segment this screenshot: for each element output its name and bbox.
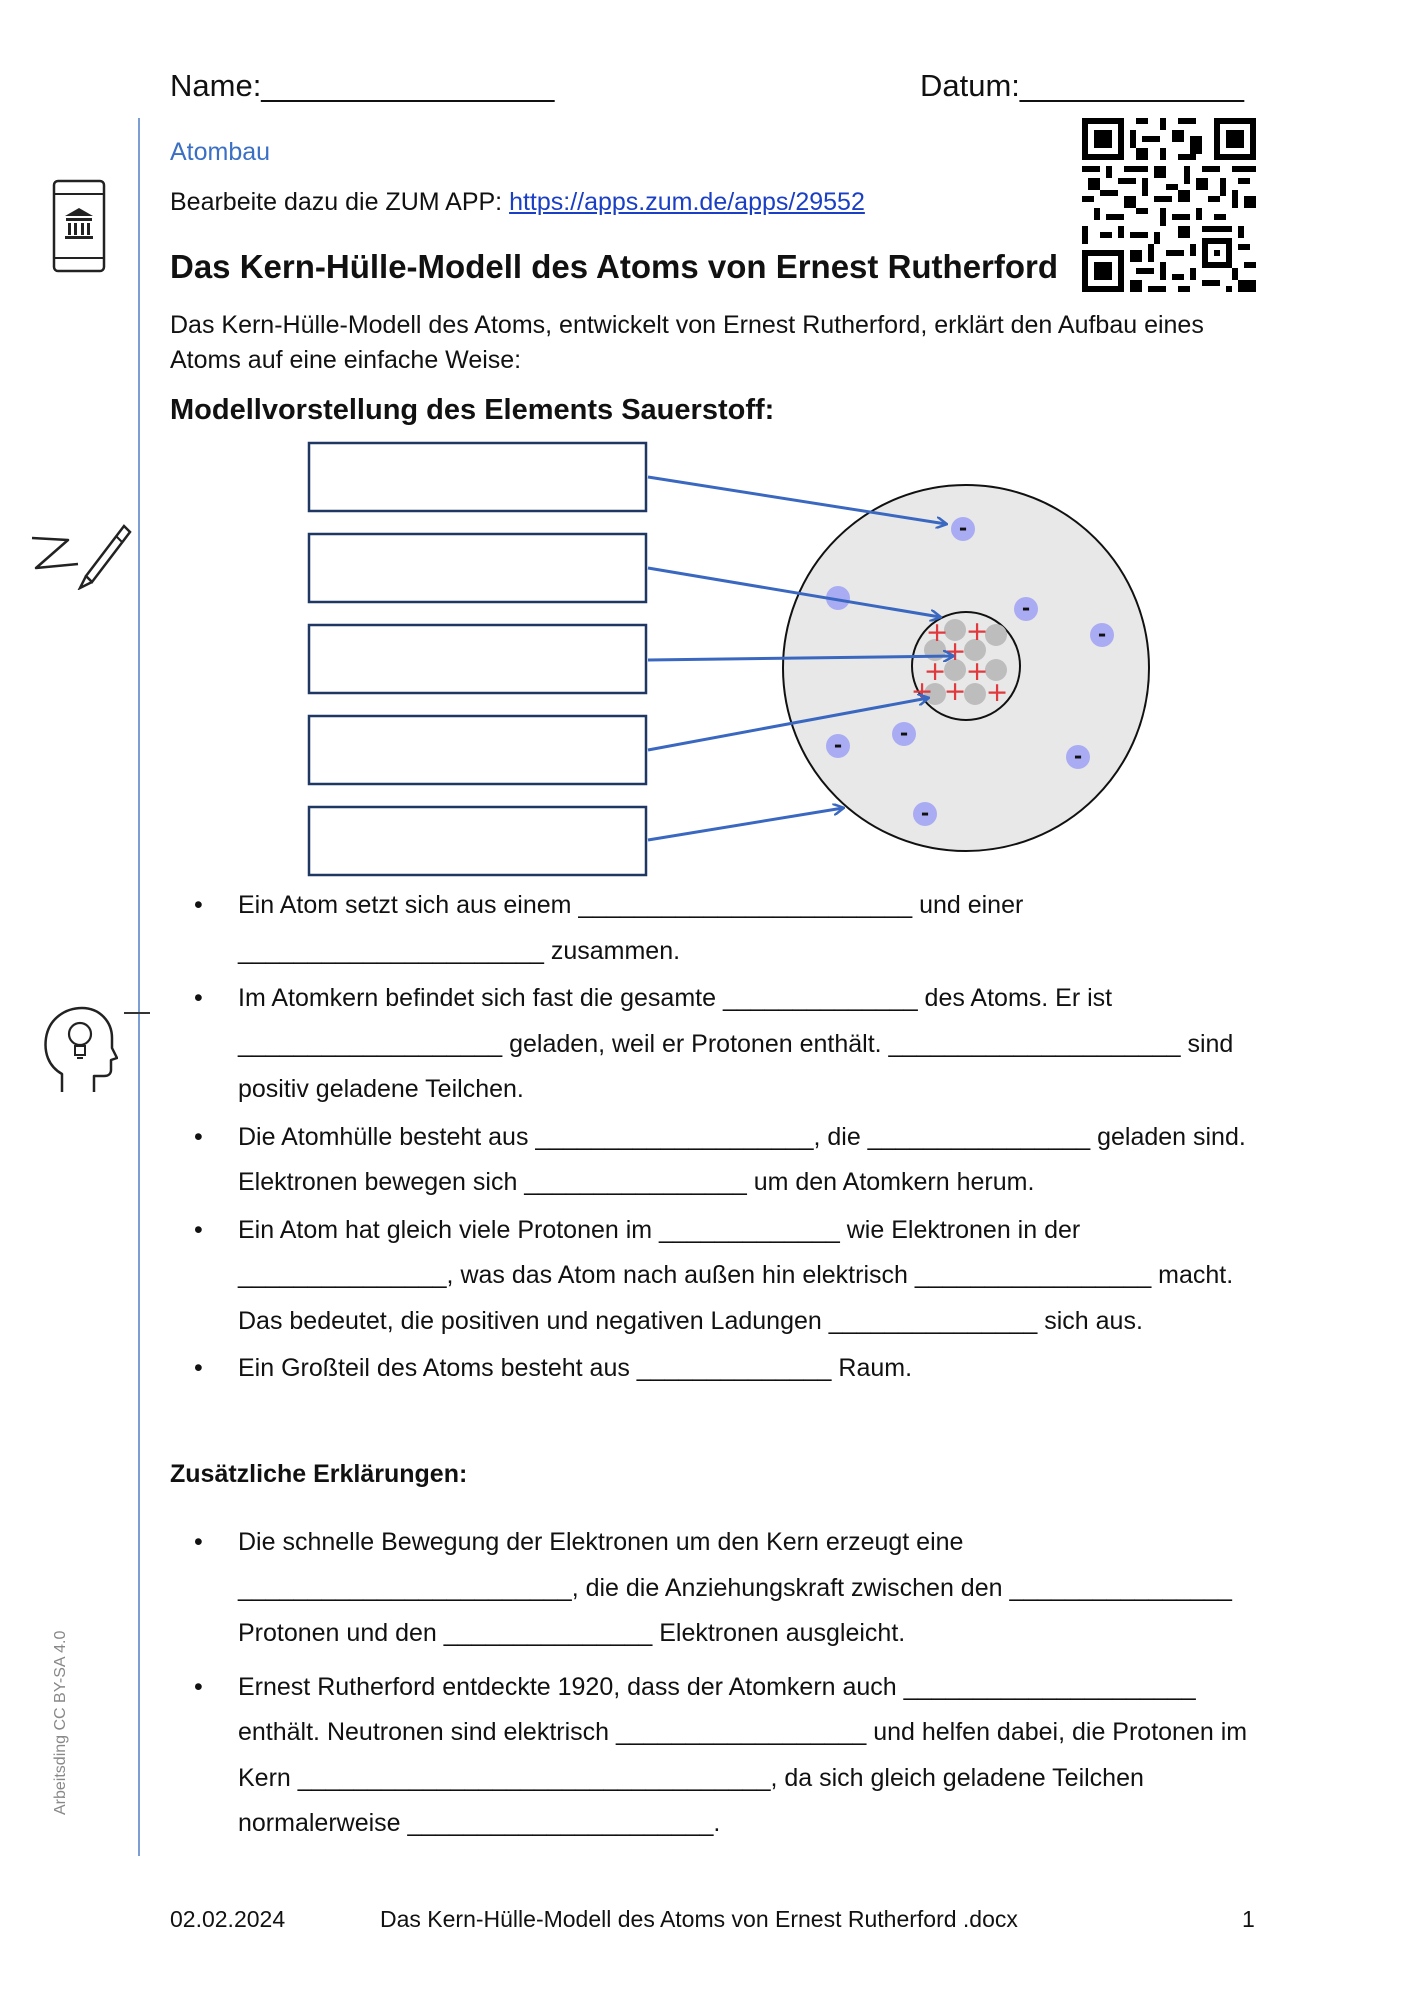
arrow-5 bbox=[648, 808, 843, 840]
proton-sign: + bbox=[985, 677, 1009, 708]
proton-sign: + bbox=[923, 656, 947, 687]
label-box-2[interactable] bbox=[309, 534, 646, 602]
model-heading: Modellvorstellung des Elements Sauerstoff: bbox=[170, 394, 775, 426]
mobile-app-icon bbox=[50, 178, 108, 274]
label-box-1[interactable] bbox=[309, 443, 646, 511]
cloze-item: • Ein Atom hat gleich viele Protonen im _____________ wie Elektronen in der _______________, was das Atom nach außen hin elektrisch _________________ macht. Das bedeutet, die positiven und negativen Ladungen _______________ sich aus. bbox=[170, 1208, 1250, 1345]
label-box-5[interactable] bbox=[309, 807, 646, 875]
label-boxes bbox=[309, 443, 646, 875]
electron-sign: - bbox=[920, 801, 930, 825]
cloze-item: • Ein Atom setzt sich aus einem ________________________ und einer ______________________ zusammen. bbox=[170, 883, 1250, 974]
cloze-item: • Im Atomkern befindet sich fast die gesamte ______________ des Atoms. Er ist ___________________ geladen, weil er Protonen enthält. _____________________ sind positiv geladene Teilchen. bbox=[170, 976, 1250, 1113]
margin-tick bbox=[124, 1012, 150, 1014]
electron-sign: - bbox=[958, 516, 968, 540]
page-title: Das Kern-Hülle-Modell des Atoms von Ernest Rutherford bbox=[170, 248, 1059, 285]
date-field-label: Datum:_____________ bbox=[920, 68, 1245, 103]
label-box-4[interactable] bbox=[309, 716, 646, 784]
footer-filename: Das Kern-Hülle-Modell des Atoms von Ernest Rutherford .docx bbox=[380, 1906, 1018, 1932]
electron-sign: - bbox=[1073, 744, 1083, 768]
electron-sign: - bbox=[1021, 596, 1031, 620]
proton-sign: + bbox=[925, 617, 949, 648]
cloze-item: • Die Atomhülle besteht aus ____________________, die ________________ geladen sind. Elektronen bewegen sich ________________ um den Atomkern herum. bbox=[170, 1115, 1250, 1206]
app-instruction bbox=[170, 188, 865, 217]
proton-sign: + bbox=[943, 676, 967, 707]
electron-sign: - bbox=[899, 721, 909, 745]
margin-line bbox=[138, 118, 140, 1856]
extra-item: • Die schnelle Bewegung der Elektronen um den Kern erzeugt eine ________________________, die die Anziehungskraft zwischen den ________________ Protonen und den _______________ Elektronen ausgleicht. bbox=[170, 1520, 1250, 1657]
name-field-label: Name:_________________ bbox=[170, 68, 555, 103]
proton-sign: + bbox=[910, 676, 934, 707]
topic-label: Atombau bbox=[170, 138, 271, 166]
electron-sign: - bbox=[833, 733, 843, 757]
extra-item: • Ernest Rutherford entdeckte 1920, dass der Atomkern auch _____________________ enthält. Neutronen sind elektrisch __________________ und helfen dabei, die Protonen im Kern __________________________________, da sich gleich geladene Teilchen normalerweise ______________________. bbox=[170, 1665, 1250, 1847]
extra-list bbox=[170, 1520, 1250, 1849]
proton-sign: + bbox=[965, 656, 989, 687]
atom-diagram bbox=[140, 435, 1160, 885]
electron-sign: - bbox=[1097, 622, 1107, 646]
writing-pen-icon bbox=[28, 518, 132, 590]
app-instruction-text: Bearbeite dazu die ZUM APP: bbox=[170, 188, 510, 216]
app-link[interactable]: https://apps.zum.de/apps/29552 bbox=[509, 188, 865, 216]
intro-text: Das Kern-Hülle-Modell des Atoms, entwickelt von Ernest Rutherford, erklärt den Aufbau eines Atoms auf eine einfache Weise: bbox=[170, 311, 1204, 374]
license-text: Arbeitsding CC BY-SA 4.0 bbox=[52, 1630, 69, 1815]
proton-sign: + bbox=[965, 616, 989, 647]
cloze-item: • Ein Großteil des Atoms besteht aus ______________ Raum. bbox=[170, 1346, 1250, 1392]
proton-sign: + bbox=[943, 636, 967, 667]
nucleus-particles bbox=[911, 616, 1009, 708]
extra-heading: Zusätzliche Erklärungen: bbox=[170, 1460, 468, 1488]
cloze-list bbox=[170, 883, 1250, 1394]
qr-code bbox=[1082, 118, 1256, 292]
idea-head-icon bbox=[40, 1004, 118, 1096]
footer-date: 02.02.2024 bbox=[170, 1906, 286, 1932]
label-box-3[interactable] bbox=[309, 625, 646, 693]
footer-page-number: 1 bbox=[1242, 1906, 1255, 1932]
